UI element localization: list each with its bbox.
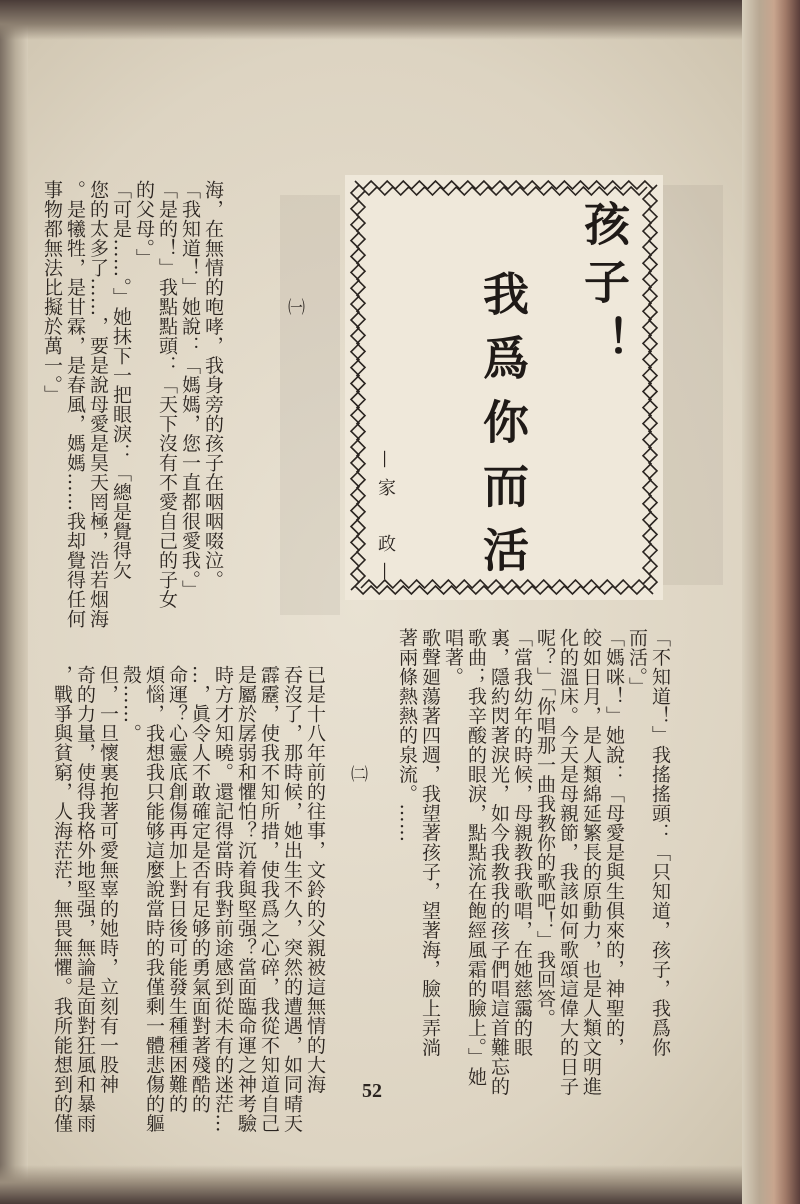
text-line: 霹靂，使我不知所措，使我爲之心碎，我從不知道自己	[258, 665, 280, 1133]
text-line: 您的太多了……，要是說母愛是昊天罔極，浩若烟海	[87, 180, 109, 629]
text-line: 歌曲；我辛酸的眼淚，點點流在飽經風霜的臉上。」她	[465, 628, 487, 1087]
text-line: ，戰爭與貧窮，人海茫茫，無畏無懼。我所能想到的僅	[51, 665, 73, 1133]
text-line: 「可是……。」她抹下一把眼淚：「總是覺得欠	[110, 180, 132, 580]
section-marker-one: ㈠	[284, 298, 304, 315]
text-line: …，眞令人不敢確定是否有足够的勇氣面對著殘酷的	[189, 665, 211, 1114]
text-line: 裏，隱約閃著淚光，如今我教我的孩子們唱這首難忘的	[488, 628, 510, 1096]
title-line-2: 我爲你而活	[476, 270, 530, 590]
text-line: 是屬於孱弱和懼怕？沉着與堅强？當面臨命運之神考驗	[235, 665, 257, 1133]
text-line: 「我知道！」她說：「媽媽，您一直都很愛我。」	[179, 180, 201, 600]
text-block-section-two	[50, 665, 326, 1133]
page-number: 52	[362, 1080, 382, 1102]
text-line: 呢？」「你唱那一曲我教你的歌吧！」我回答。	[534, 628, 556, 1028]
text-line: 皎如日月，是人類綿延繁長的原動力，也是人類文明進	[580, 628, 602, 1096]
text-line: 但，一旦懷裏抱著可愛無辜的她時，立刻有一股神	[97, 665, 119, 1094]
top-edge-shadow	[0, 0, 800, 40]
text-line: 時方才知曉。還記得當時我對前途感到從未有的迷茫…	[212, 665, 234, 1133]
text-line: 化的溫床。今天是母親節，我該如何歌頌這偉大的日子	[557, 628, 579, 1096]
text-line: 奇的力量，使得我格外地堅强，無論是面對狂風和暴雨	[74, 665, 96, 1133]
bottom-edge-shadow	[0, 1165, 800, 1204]
text-line: 煩惱，我想我只能够這麼說當時的我僅剩一體悲傷的軀	[143, 665, 165, 1133]
author-byline: —家 政—	[375, 450, 396, 590]
text-line: 「不知道！」我搖搖頭：「只知道，孩子，我爲你	[649, 628, 671, 1057]
text-block-upper-right	[395, 628, 671, 1096]
text-line: 「是的！」我點點頭：「天下沒有不愛自己的子女	[156, 180, 178, 609]
book-cover-edge	[742, 0, 800, 1204]
text-line: 「當我幼年的時候，母親教我歌唱，在她慈靄的眼	[511, 628, 533, 1057]
bleed-through-shadow	[280, 195, 340, 615]
text-line: 。是犧牲，是甘霖，是春風，媽媽……我却覺得任何	[64, 180, 86, 629]
text-line: 已是十八年前的往事，文鈴的父親被這無情的大海	[304, 665, 326, 1094]
text-line: 「媽咪！」她說：「母愛是與生俱來的，神聖的，	[603, 628, 625, 1057]
text-line: 著兩條熱熱的泉流。……	[396, 628, 418, 843]
text-line: 命運？心靈底創傷再加上對日後可能發生種種困難的	[166, 665, 188, 1114]
text-line: 吞沒了，那時候，她出生不久，突然的遭遇，如同晴天	[281, 665, 303, 1133]
book-gutter	[0, 0, 28, 1204]
text-line: 的父母。」	[133, 180, 155, 268]
text-line: 殼……。	[120, 665, 142, 743]
text-line: 事物都無法比擬於萬一。」	[41, 180, 63, 405]
title-line-1: 孩子！	[577, 200, 631, 374]
text-line: 海，在無情的咆哮，我身旁的孩子在咽咽啜泣。	[202, 180, 224, 590]
text-line: 歌聲廻蕩著四週，我望著孩子，望著海，臉上弄淌	[419, 628, 441, 1057]
text-line: 唱著。	[442, 628, 464, 687]
text-block-section-one	[40, 180, 224, 629]
section-marker-two: ㈡	[347, 765, 367, 782]
text-line: 而活。」	[626, 628, 648, 697]
